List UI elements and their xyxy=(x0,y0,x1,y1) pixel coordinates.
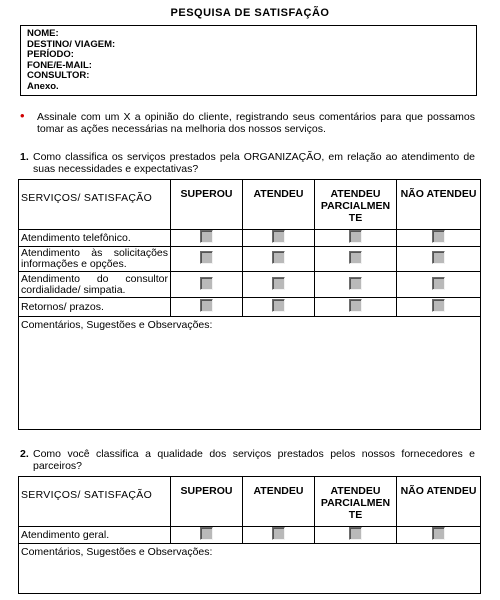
client-info-box xyxy=(20,25,477,96)
field-consultant-label: CONSULTOR: xyxy=(27,70,90,81)
row-label: Atendimento do consultor cordialidade/ simpatia. xyxy=(19,272,171,298)
checkbox-met[interactable] xyxy=(272,251,285,264)
question-2-text: Como você classifica a qualidade dos serviços prestados pelos nossos fornecedores e parceiros? xyxy=(33,448,475,472)
question-2-table xyxy=(18,476,481,594)
question-2-number: 2. xyxy=(20,448,29,460)
comments-label: Comentários, Sugestões e Observações: xyxy=(21,319,213,331)
checkbox-partially-met[interactable] xyxy=(349,527,362,540)
header-not-met: NÃO ATENDEU xyxy=(397,477,481,527)
question-1 xyxy=(20,151,475,175)
checkbox-exceeded[interactable] xyxy=(200,299,213,312)
field-phone-email-label: FONE/E-MAIL: xyxy=(27,59,92,71)
checkbox-exceeded[interactable] xyxy=(200,251,213,264)
header-exceeded: SUPEROU xyxy=(171,180,243,230)
header-services: SERVIÇOS/ SATISFAÇÃO xyxy=(19,180,171,230)
checkbox-met[interactable] xyxy=(272,527,285,540)
table-row xyxy=(19,230,481,247)
comments-area[interactable] xyxy=(19,544,481,594)
header-services: SERVIÇOS/ SATISFAÇÃO xyxy=(19,477,171,527)
checkbox-exceeded[interactable] xyxy=(200,230,213,243)
checkbox-met[interactable] xyxy=(272,277,285,290)
table-row xyxy=(19,298,481,317)
question-1-text: Como classifica os serviços prestados pela ORGANIZAÇÃO, em relação ao atendimento de suas necessidades e expectativas? xyxy=(33,151,475,175)
page-title: PESQUISA DE SATISFAÇÃO xyxy=(170,7,330,19)
field-destination-label: DESTINO/ VIAGEM: xyxy=(27,38,116,50)
table-header-row xyxy=(19,180,481,230)
bullet-icon: • xyxy=(20,108,25,123)
instruction-text: Assinale com um X a opinião do cliente, registrando seus comentários para que possamos tomar as ações necessárias na melhoria dos nossos serviços. xyxy=(37,111,475,135)
header-partially-met: ATENDEU PARCIALMEN TE xyxy=(315,180,397,230)
checkbox-partially-met[interactable] xyxy=(349,230,362,243)
header-exceeded: SUPEROU xyxy=(171,477,243,527)
checkbox-not-met[interactable] xyxy=(432,277,445,290)
question-1-number: 1. xyxy=(20,151,29,163)
checkbox-met[interactable] xyxy=(272,299,285,312)
table-row xyxy=(19,247,481,272)
table-row xyxy=(19,272,481,298)
comments-area[interactable] xyxy=(19,317,481,430)
field-attachment-label: Anexo. xyxy=(27,80,59,92)
row-label: Atendimento geral. xyxy=(19,527,171,544)
table-header-row xyxy=(19,477,481,527)
checkbox-exceeded[interactable] xyxy=(200,527,213,540)
field-name-label: NOME: xyxy=(27,28,59,39)
question-2 xyxy=(20,448,475,472)
checkbox-not-met[interactable] xyxy=(432,230,445,243)
question-1-table xyxy=(18,179,481,430)
checkbox-not-met[interactable] xyxy=(432,299,445,312)
checkbox-not-met[interactable] xyxy=(432,251,445,264)
row-label: Atendimento telefônico. xyxy=(19,230,171,247)
row-label: Atendimento às solicitações informações e opções. xyxy=(19,247,171,272)
checkbox-partially-met[interactable] xyxy=(349,277,362,290)
checkbox-partially-met[interactable] xyxy=(349,251,362,264)
header-not-met: NÃO ATENDEU xyxy=(397,180,481,230)
table-row xyxy=(19,527,481,544)
header-met: ATENDEU xyxy=(243,477,315,527)
header-met: ATENDEU xyxy=(243,180,315,230)
header-partially-met: ATENDEU PARCIALMEN TE xyxy=(315,477,397,527)
checkbox-partially-met[interactable] xyxy=(349,299,362,312)
instruction-paragraph xyxy=(20,108,475,135)
checkbox-exceeded[interactable] xyxy=(200,277,213,290)
comments-label: Comentários, Sugestões e Observações: xyxy=(21,546,213,558)
checkbox-met[interactable] xyxy=(272,230,285,243)
row-label: Retornos/ prazos. xyxy=(19,298,171,317)
comments-row xyxy=(19,317,481,430)
checkbox-not-met[interactable] xyxy=(432,527,445,540)
field-period-label: PERÍODO: xyxy=(27,49,74,60)
comments-row xyxy=(19,544,481,594)
